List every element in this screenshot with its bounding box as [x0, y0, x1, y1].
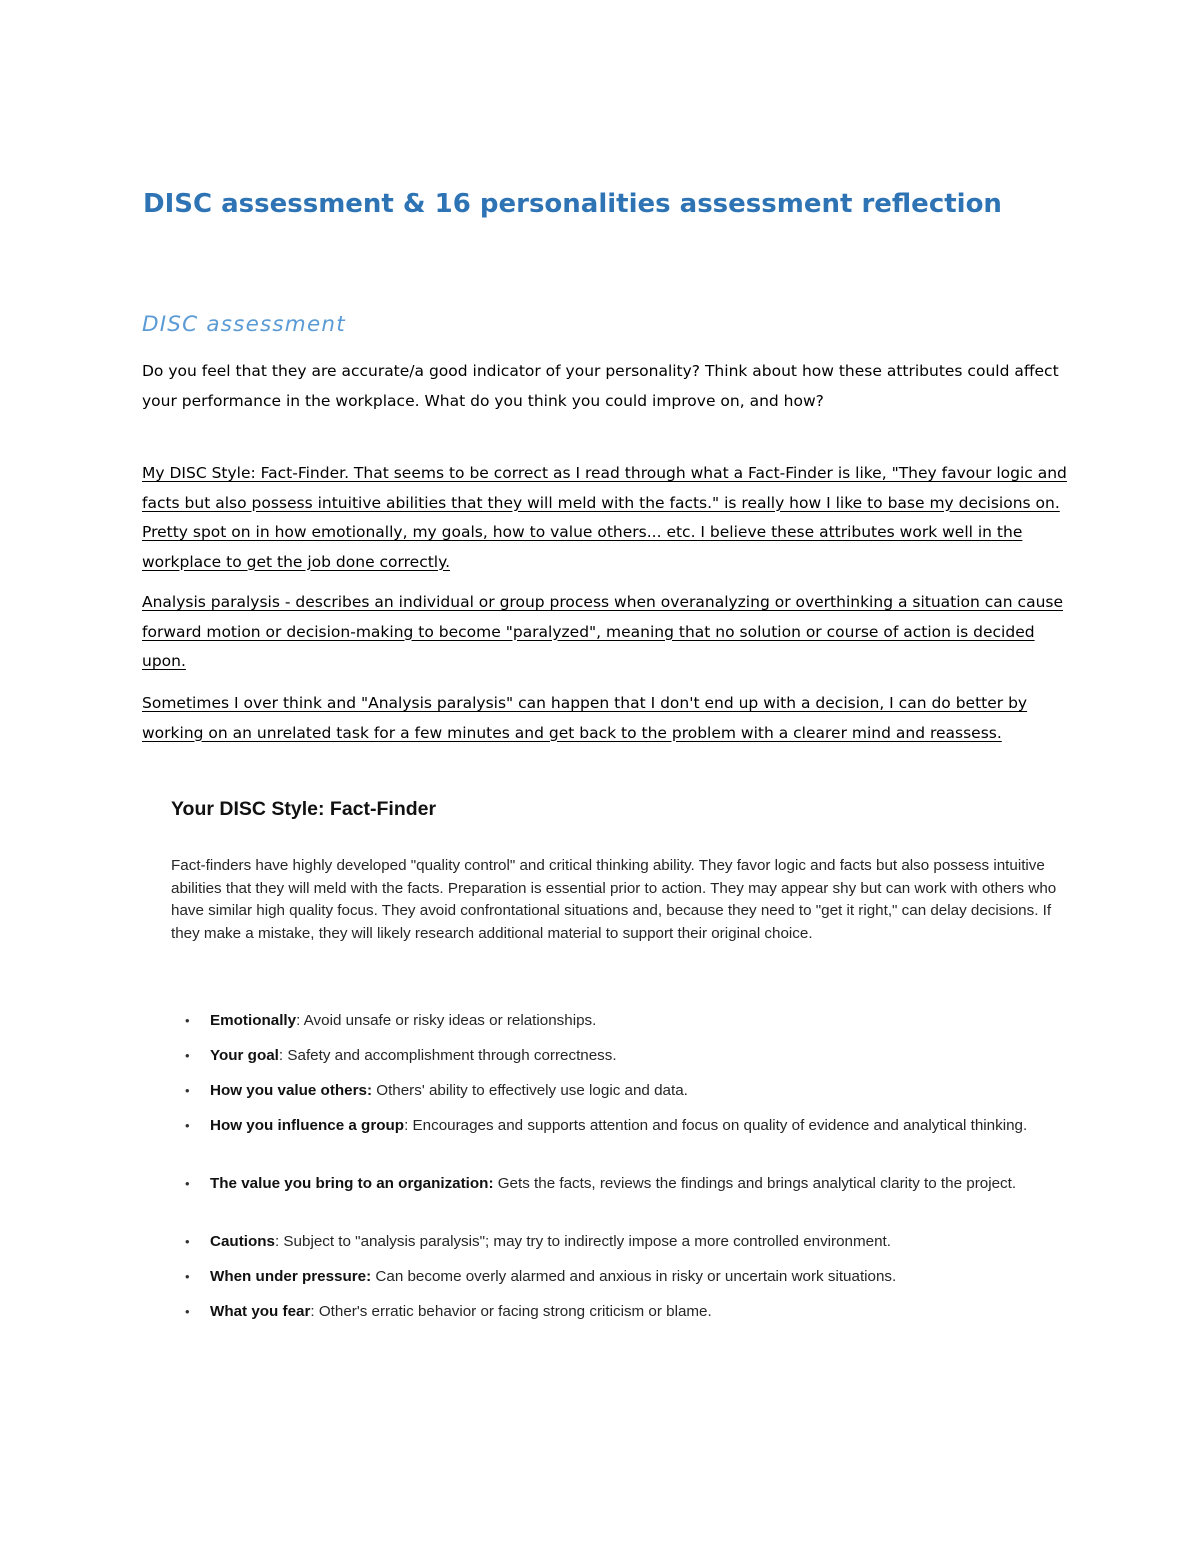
- trait-text: : Subject to "analysis paralysis"; may try to indirectly impose a more controlled environment.: [274, 1233, 891, 1250]
- bullet-icon: •: [185, 1269, 190, 1284]
- list-item: [155, 1231, 1070, 1254]
- list-item: [155, 1010, 1070, 1033]
- section-heading-disc: DISC assessment: [142, 312, 346, 337]
- list-item: [155, 1266, 1070, 1289]
- trait-text: Can become overly alarmed and anxious in risky or uncertain work situations.: [371, 1268, 897, 1285]
- response-paragraph-analysis-paralysis-definition: Analysis paralysis - describes an individual or group process when overanalyzing or overthinking a situation can cause forward motion or decision-making to become "paralyzed", meaning that no solution or course of action is decided upon.: [142, 593, 1064, 670]
- trait-label: Cautions: [210, 1233, 275, 1250]
- trait-label: The value you bring to an organization:: [210, 1175, 494, 1192]
- bullet-icon: •: [185, 1176, 190, 1191]
- trait-label: When under pressure:: [210, 1268, 372, 1285]
- trait-text: : Other's erratic behavior or facing strong criticism or blame.: [310, 1303, 712, 1320]
- trait-label: How you influence a group: [210, 1117, 405, 1134]
- list-item: [155, 1115, 1070, 1138]
- trait-label: Your goal: [210, 1047, 279, 1064]
- bullet-icon: •: [185, 1013, 190, 1028]
- disc-style-description: Fact-finders have highly developed "quality control" and critical thinking ability. They favor logic and facts but also possess intuitive abilities that they will meld with the facts. Preparation is essential prior to action. They may appear shy but can work with others who have similar high quality focus. They avoid confrontational situations and, because they need to "get it right," can delay decisions. If they make a mistake, they will likely research additional material to support their original choice.: [171, 857, 1057, 942]
- response-paragraph-disc-style: My DISC Style: Fact-Finder. That seems to be correct as I read through what a Fact-Finder is like, "They favour logic and facts but also possess intuitive abilities that they will meld with the facts." is really how I like to base my decisions on. Pretty spot on in how emotionally, my goals, how to value others... etc. I believe these attributes work well in the workplace to get the job done correctly.: [142, 464, 1067, 571]
- list-item: [155, 1045, 1070, 1068]
- list-item: [155, 1173, 1070, 1196]
- bullet-icon: •: [185, 1304, 190, 1319]
- trait-label: How you value others:: [210, 1082, 373, 1099]
- list-item: [155, 1080, 1070, 1103]
- trait-label: What you fear: [210, 1303, 311, 1320]
- reflection-prompt: Do you feel that they are accurate/a good indicator of your personality? Think about how these attributes could affect your performance in the workplace. What do you think you could improve on, and how?: [142, 362, 1059, 410]
- list-item: [155, 1301, 1070, 1324]
- response-paragraph-improvement: Sometimes I over think and "Analysis paralysis" can happen that I don't end up with a decision, I can do better by working on an unrelated task for a few minutes and get back to the problem with a clearer mind and reassess.: [142, 694, 1028, 742]
- trait-label: Emotionally: [210, 1012, 297, 1029]
- trait-text: : Safety and accomplishment through correctness.: [278, 1047, 617, 1064]
- trait-text: : Encourages and supports attention and focus on quality of evidence and analytical thinking.: [404, 1117, 1028, 1134]
- trait-text: Gets the facts, reviews the findings and brings analytical clarity to the project.: [493, 1175, 1017, 1192]
- bullet-icon: •: [185, 1234, 190, 1249]
- bullet-icon: •: [185, 1048, 190, 1063]
- disc-result-screenshot: [155, 790, 1070, 1340]
- document-title: DISC assessment & 16 personalities assessment reflection: [143, 189, 1002, 219]
- trait-text: Others' ability to effectively use logic and data.: [372, 1082, 688, 1099]
- trait-text: : Avoid unsafe or risky ideas or relationships.: [296, 1012, 597, 1029]
- disc-style-title: Your DISC Style: Fact-Finder: [171, 798, 437, 820]
- bullet-icon: •: [185, 1118, 190, 1133]
- bullet-icon: •: [185, 1083, 190, 1098]
